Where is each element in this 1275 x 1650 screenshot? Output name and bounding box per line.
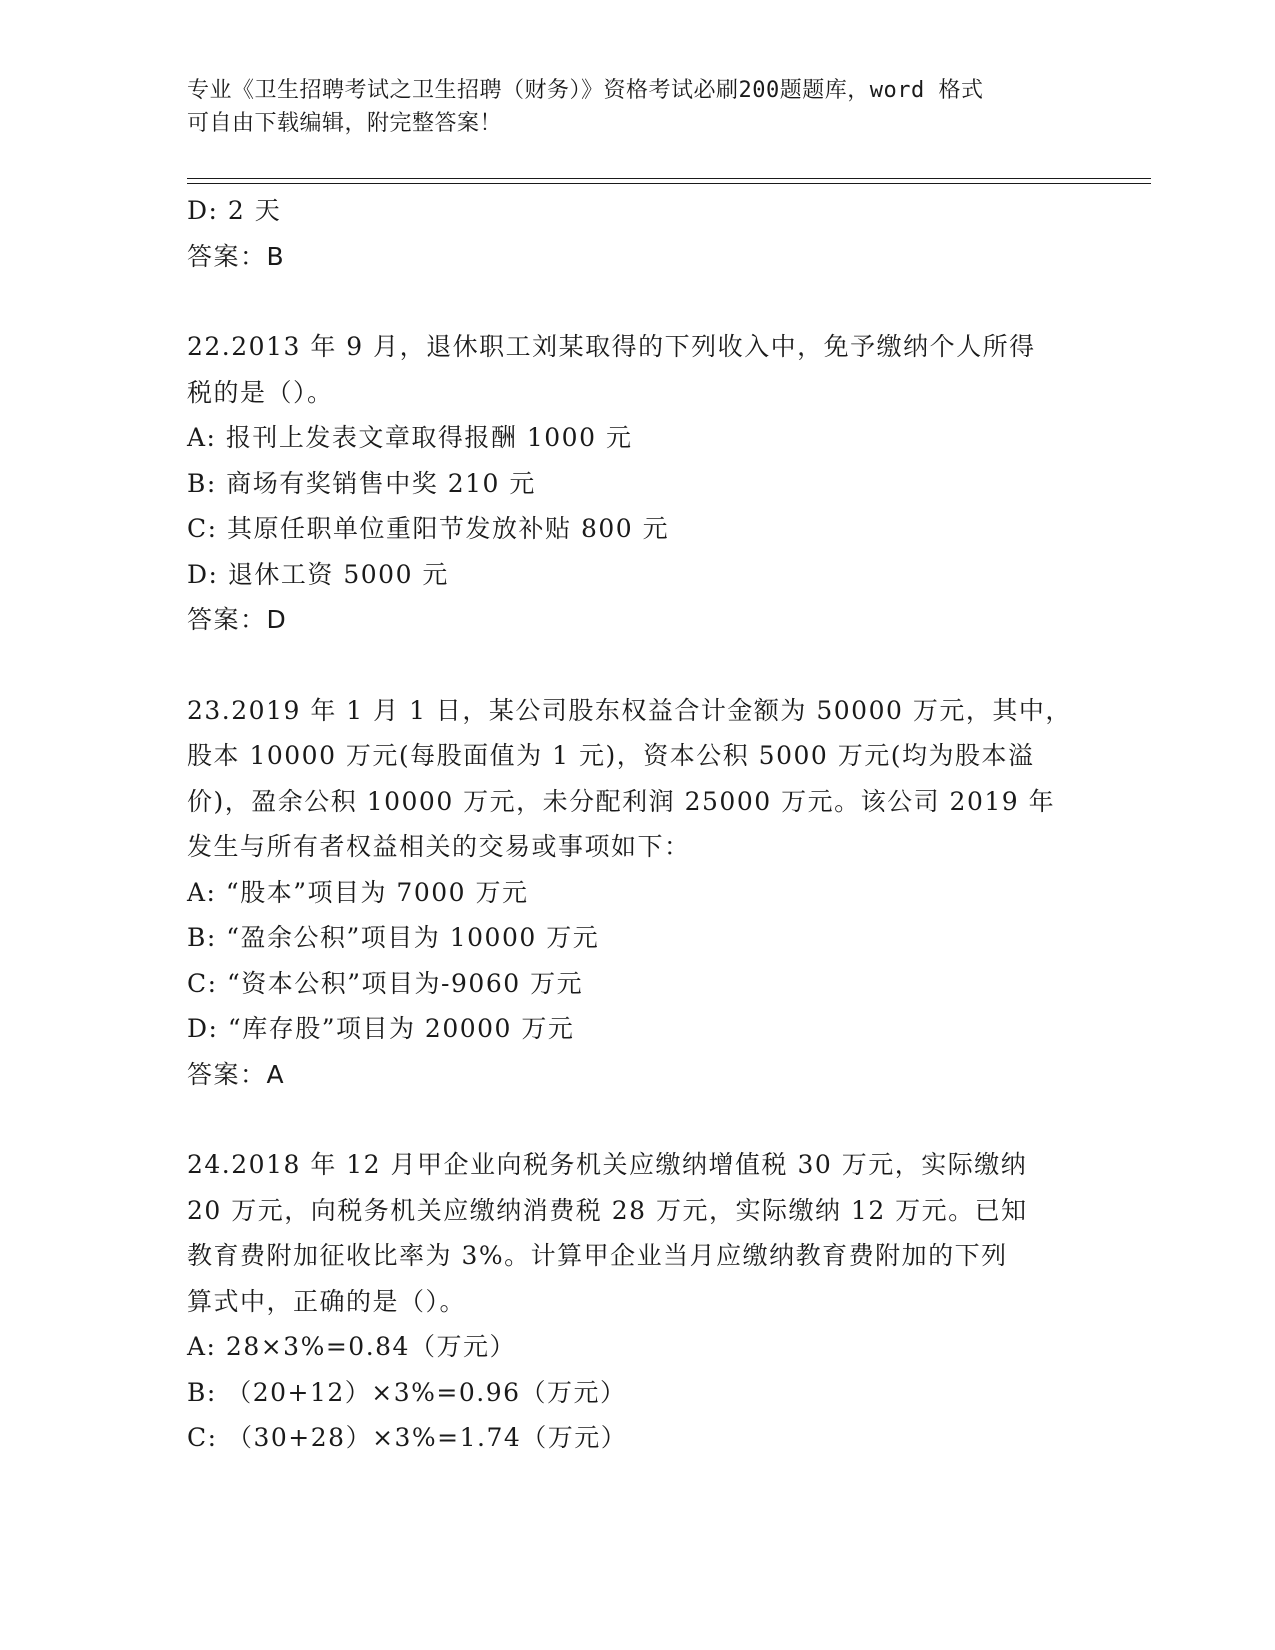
question-stem-line: 20 万元，向税务机关应缴纳消费税 28 万元，实际缴纳 12 万元。已知 — [187, 1195, 1028, 1225]
header-divider-top — [187, 178, 1151, 179]
option-a: A: “股本”项目为 7000 万元 — [187, 877, 529, 907]
option-b: B: （20+12）×3%=0.96（万元） — [187, 1377, 627, 1407]
question-24 — [187, 1142, 1087, 1461]
option-c: C: 其原任职单位重阳节发放补贴 800 元 — [187, 514, 670, 543]
header-title-line-2: 可自由下载编辑，附完整答案！ — [187, 111, 503, 136]
option-b: B: “盈余公积”项目为 10000 万元 — [187, 923, 600, 952]
question-stem-line: 算式中，正确的是（）。 — [187, 1286, 467, 1316]
question-content — [187, 188, 1087, 1461]
option-c: C: （30+28）×3%=1.74（万元） — [187, 1423, 628, 1452]
question-stem-line: 价)，盈余公积 10000 万元，未分配利润 25000 万元。该公司 2019 年 — [187, 786, 1056, 816]
answer-line: 答案：B — [187, 241, 286, 271]
question-stem-line: 23.2019 年 1 月 1 日，某公司股东权益合计金额为 50000 万元，其中， — [187, 695, 1072, 725]
option-d: D: 2 天 — [187, 196, 282, 225]
question-stem-line: 教育费附加征收比率为 3%。计算甲企业当月应缴纳教育费附加的下列 — [187, 1241, 1008, 1270]
option-a: A: 报刊上发表文章取得报酬 1000 元 — [187, 423, 633, 452]
option-b: B: 商场有奖销售中奖 210 元 — [187, 468, 536, 498]
question-stem-line: 税的是（）。 — [187, 377, 334, 407]
question-22 — [187, 324, 1087, 643]
header-title-line-1: 专业《卫生招聘考试之卫生招聘（财务）》资格考试必刷200题题库，word 格式 — [187, 78, 984, 103]
question-stem-line: 24.2018 年 12 月甲企业向税务机关应缴纳增值税 30 万元，实际缴纳 — [187, 1150, 1028, 1179]
answer-line: 答案：D — [187, 605, 288, 634]
option-a: A: 28×3%=0.84（万元） — [187, 1332, 516, 1361]
question-23 — [187, 688, 1087, 1098]
question-stem-line: 股本 10000 万元(每股面值为 1 元)，资本公积 5000 万元(均为股本溢 — [187, 741, 1035, 770]
question-stem-line: 发生与所有者权益相关的交易或事项如下： — [187, 832, 691, 861]
previous-question-tail — [187, 188, 1087, 279]
option-d: D: 退休工资 5000 元 — [187, 559, 449, 589]
answer-line: 答案：A — [187, 1059, 286, 1089]
document-header — [187, 74, 1087, 140]
header-divider-bottom — [187, 183, 1151, 184]
option-d: D: “库存股”项目为 20000 万元 — [187, 1014, 575, 1043]
option-c: C: “资本公积”项目为-9060 万元 — [187, 968, 584, 998]
question-stem-line: 22.2013 年 9 月，退休职工刘某取得的下列收入中，免予缴纳个人所得 — [187, 332, 1036, 361]
